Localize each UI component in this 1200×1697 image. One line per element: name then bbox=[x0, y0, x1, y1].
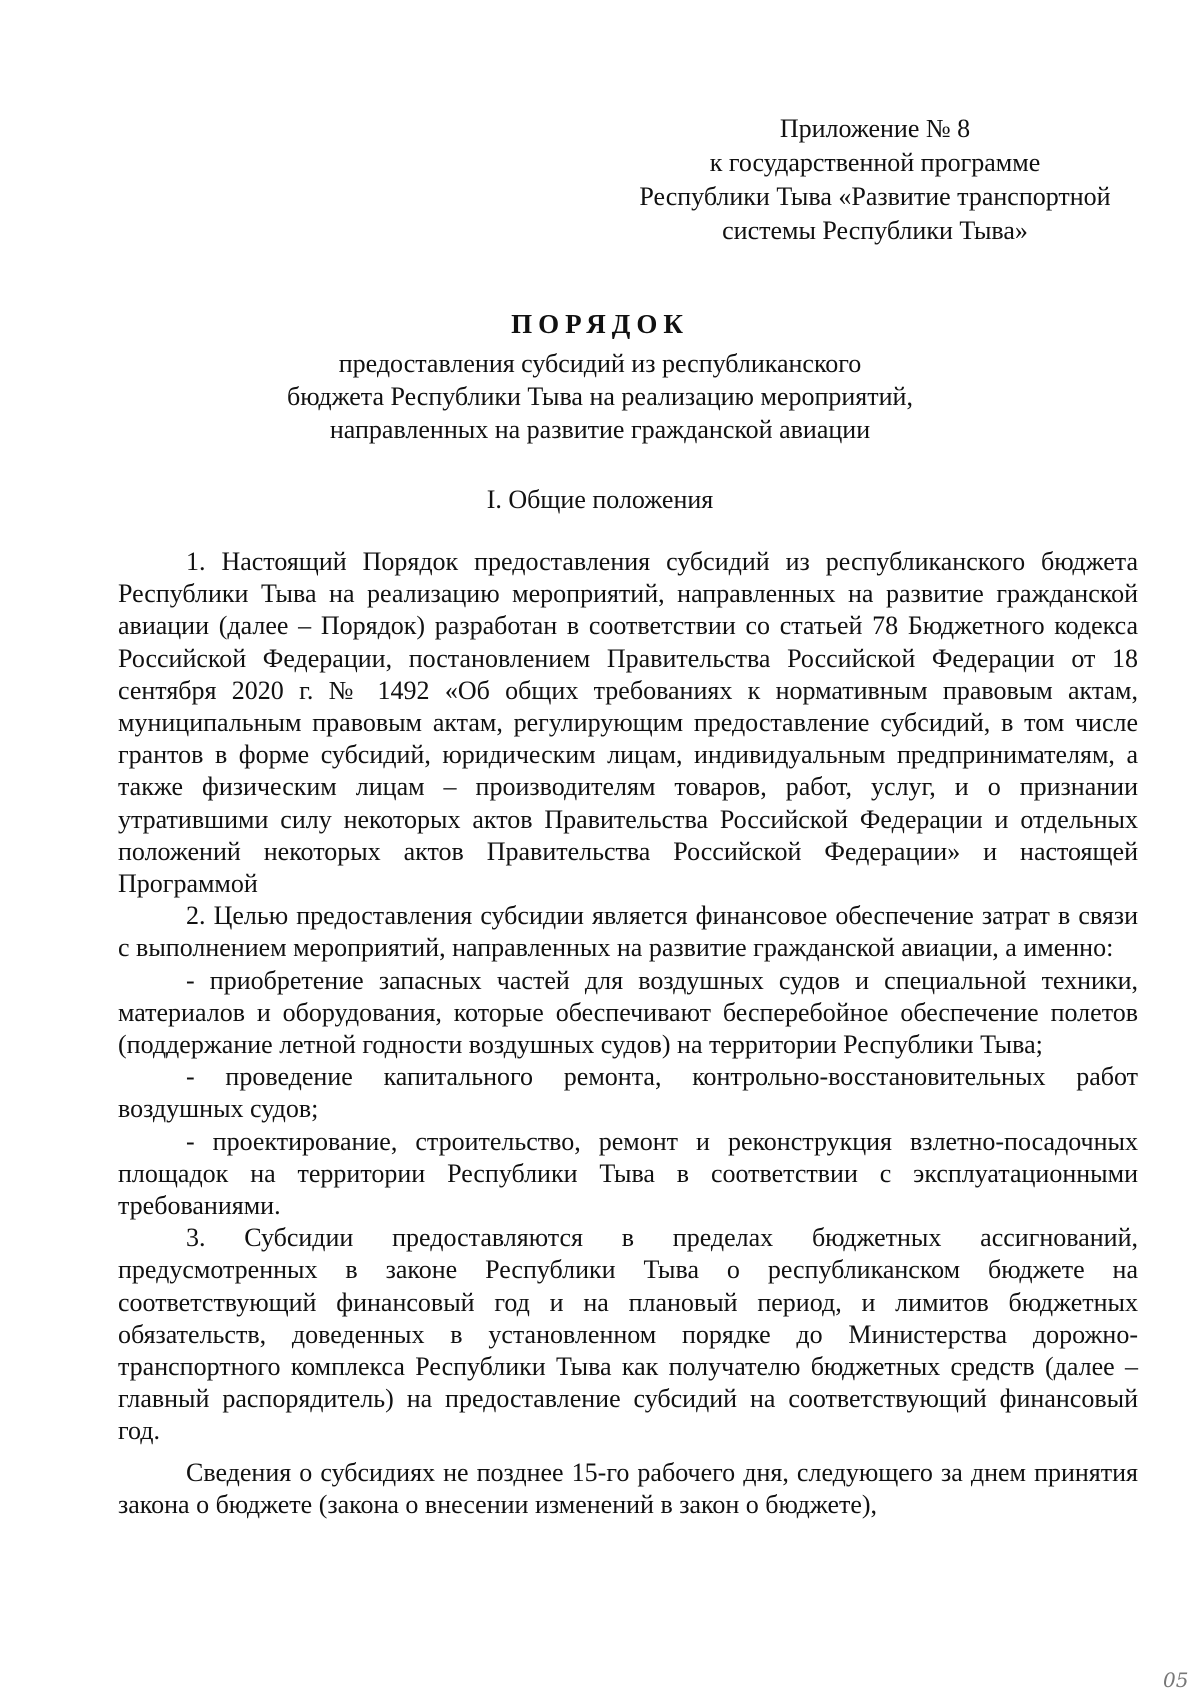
paragraph-2: 2. Целью предоставления субсидии является финансовое обеспечение затрат в связи с выполнением мероприятий, направленных на развитие гражданской авиации, а именно: bbox=[118, 901, 1138, 963]
list-item-construction: - проектирование, строительство, ремонт и реконструкция взлетно-посадочных площадок на территории Республики Тыва в соответствии с эксплуатационными требованиями. bbox=[118, 1126, 1138, 1221]
list-item-spare-parts: - приобретение запасных частей для воздушных судов и специальной техники, материалов и оборудования, которые обеспечивают бесперебойное обеспечение полетов (поддержание летной годности воздушных судов) на территории Республики Тыва; bbox=[118, 965, 1138, 1060]
appendix-line-3: Республики Тыва «Развитие транспортной bbox=[639, 182, 1111, 211]
paragraph-1: 1. Настоящий Порядок предоставления субсидий из республиканского бюджета Республики Тыва на реализацию мероприятий, направленных на развитие гражданской авиации (далее – Порядок) разработан в соответствии со статьей 78 Бюджетного кодекса Российской Федерации, постановлением Правительства Российской Федерации от 18 сентября 2020 г. № 1492 «Об общих требованиях к нормативным правовым актам, муниципальным правовым актам, регулирующим предоставление субсидий, в том числе грантов в форме субсидий, юридическим лицам, индивидуальным предпринимателям, а также физическим лицам – производителям товаров, работ, услуг, и о признании утратившими силу некоторых актов Правительства Российской Федерации и отдельных положений некоторых актов Правительства Российской Федерации» и настоящей Программой bbox=[118, 547, 1138, 899]
document-title bbox=[160, 308, 1040, 446]
paragraph-3: 3. Субсидии предоставляются в пределах бюджетных ассигнований, предусмотренных в законе Республики Тыва о республиканском бюджете на соответствующий финансовый год и на плановый период, и лимитов бюджетных обязательств, доведенных в установленном порядке до Министерства дорожно-транспортного комплекса Республики Тыва как получателю бюджетных средств (далее – главный распорядитель) на предоставление субсидий на соответствующий финансовый год. bbox=[118, 1223, 1138, 1446]
appendix-header bbox=[615, 112, 1135, 248]
paragraph-subsidy-info: Сведения о субсидиях не позднее 15-го рабочего дня, следующего за днем принятия закона о бюджете (закона о внесении изменений в закон о бюджете), bbox=[118, 1457, 1138, 1519]
title-line-2: бюджета Республики Тыва на реализацию мероприятий, bbox=[287, 382, 913, 411]
appendix-line-1: Приложение № 8 bbox=[779, 114, 971, 143]
appendix-line-4: системы Республики Тыва» bbox=[722, 216, 1028, 245]
title-main: ПОРЯДОК bbox=[511, 309, 689, 339]
body-text bbox=[118, 546, 1138, 1521]
title-line-1: предоставления субсидий из республиканского bbox=[338, 349, 862, 378]
title-line-3: направленных на развитие гражданской авиации bbox=[329, 415, 871, 444]
appendix-line-2: к государственной программе bbox=[709, 148, 1041, 177]
section-heading: I. Общие положения bbox=[486, 485, 714, 514]
page-number: 05 bbox=[1163, 1668, 1189, 1692]
list-item-repair: - проведение капитального ремонта, контрольно-восстановительных работ воздушных судов; bbox=[118, 1062, 1138, 1124]
